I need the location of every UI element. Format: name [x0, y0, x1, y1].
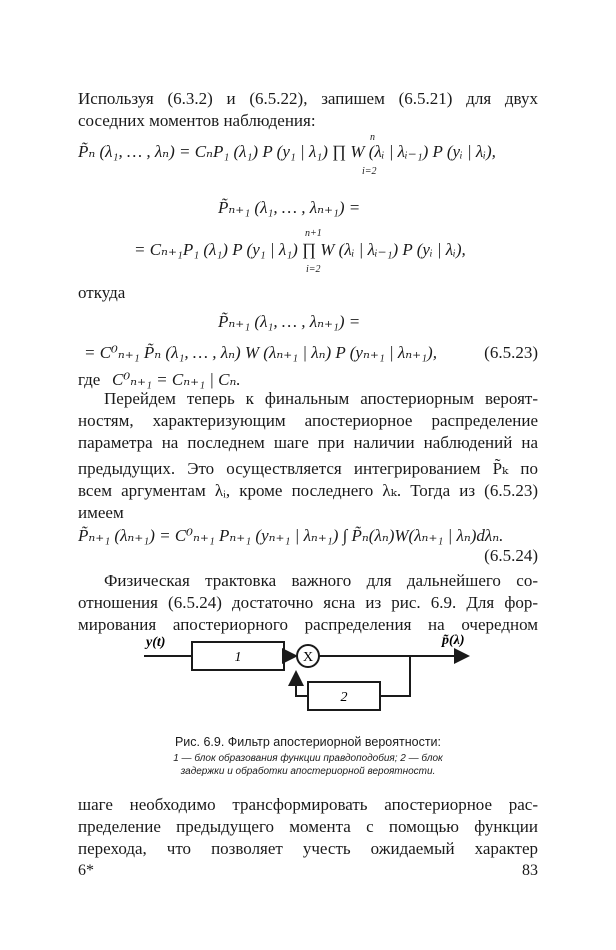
- figure-caption: Рис. 6.9. Фильтр апостериорной вероятности:: [174, 735, 442, 749]
- paragraph-line: предыдущих. Это осуществляется интегрированием P̃ₖ по: [78, 459, 538, 478]
- equation-number: (6.5.24): [484, 546, 538, 565]
- equation-3-lhs: P̃ₙ₊₁ (λ₁, … , λₙ₊₁) =: [218, 312, 361, 331]
- product-lower-limit: i=2: [306, 264, 321, 275]
- equation-number: (6.5.23): [484, 343, 538, 362]
- figure-legend-line: 1 — блок образования функции правдоподобия; 2 — блок: [173, 753, 443, 764]
- page-number: 83: [522, 862, 538, 879]
- paragraph-line: соседних моментов наблюдения:: [78, 111, 316, 130]
- paragraph-line: имеем: [78, 503, 124, 522]
- product-upper-limit: n+1: [305, 228, 322, 239]
- block-2-label: 2: [340, 690, 348, 705]
- paragraph-line: отношения (6.5.24) достаточно ясна из рис. 6.9. Для фор-: [78, 593, 538, 612]
- figure-legend-line: задержки и обработки апостериорной вероятности.: [180, 766, 436, 777]
- block-diagram: [130, 628, 490, 728]
- paragraph-line: мирования апостериорного распределения на очередном: [78, 615, 538, 634]
- paragraph-line: всем аргументам λᵢ, кроме последнего λₖ. Тогда из (6.5.23): [78, 481, 538, 500]
- paragraph-line: Физическая трактовка важного для дальнейшего со-: [104, 571, 538, 590]
- equation-gde: C⁰ₙ₊₁ = Cₙ₊₁ | Cₙ.: [112, 370, 241, 389]
- equation-4: P̃ₙ₊₁ (λₙ₊₁) = C⁰ₙ₊₁ Pₙ₊₁ (yₙ₊₁ | λₙ₊₁) ∫ P̃ₙ(λₙ)W(λₙ₊₁ | λₙ)dλₙ.: [78, 526, 504, 545]
- paragraph-line: Перейдем теперь к финальным апостериорным вероят-: [104, 389, 538, 408]
- equation-3-rhs: = C⁰ₙ₊₁ P̃ₙ (λ₁, … , λₙ) W (λₙ₊₁ | λₙ) P (yₙ₊₁ | λₙ₊₁),: [84, 343, 437, 362]
- paragraph-line: ностям, характеризующим апостериорное распределение: [78, 411, 538, 430]
- product-upper-limit: n: [370, 132, 375, 143]
- input-label: y(t): [146, 635, 166, 650]
- gde-label: где: [78, 370, 101, 389]
- feedback-return-line: [296, 672, 308, 696]
- paragraph-line: пределение предыдущего момента с помощью функции: [78, 817, 538, 836]
- block-1-label: 1: [234, 650, 242, 665]
- product-lower-limit: i=2: [362, 166, 377, 177]
- output-label: p̃(λ): [442, 633, 465, 648]
- paragraph-line: откуда: [78, 283, 126, 302]
- equation-2-rhs: = Cₙ₊₁P₁ (λ₁) P (y₁ | λ₁) ∏ W (λᵢ | λᵢ₋₁) P (yᵢ | λᵢ),: [134, 240, 466, 259]
- paragraph-line: перехода, что позволяет учесть ожидаемый характер: [78, 839, 538, 858]
- paragraph-line: параметра на последнем шаге при наличии наблюдений на: [78, 433, 538, 452]
- equation-1: P̃ₙ (λ₁, … , λₙ) = CₙP₁ (λ₁) P (y₁ | λ₁) ∏ W (λᵢ | λᵢ₋₁) P (yᵢ | λᵢ),: [78, 142, 496, 161]
- feedback-line: [380, 656, 410, 696]
- paragraph-line: Используя (6.3.2) и (6.5.22), запишем (6.5.21) для двух: [78, 89, 538, 108]
- paragraph-line: шаге необходимо трансформировать апостериорное рас-: [78, 795, 538, 814]
- multiplier-symbol: X: [302, 650, 314, 665]
- equation-2-lhs: P̃ₙ₊₁ (λ₁, … , λₙ₊₁) =: [218, 198, 361, 217]
- signature-mark: 6*: [78, 862, 94, 879]
